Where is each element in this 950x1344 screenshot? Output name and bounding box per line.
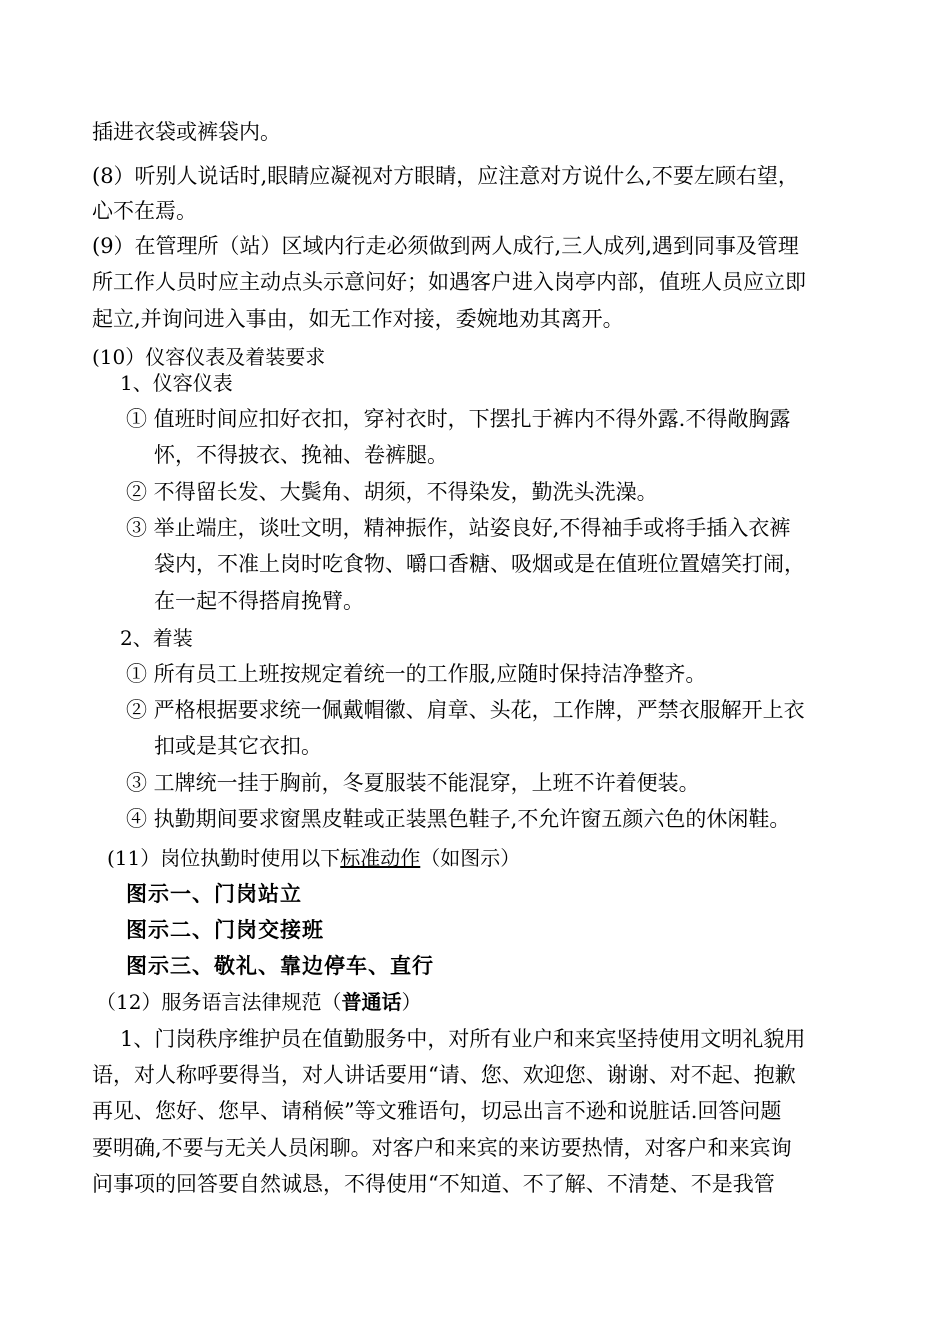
section-heading-12: [96, 988, 876, 1016]
list-item: ③ 举止端庄，谈吐文明，精神振作，站姿良好,不得袖手或将手插入衣裤: [126, 516, 791, 540]
list-item-continuation: 扣或是其它衣扣。: [154, 734, 322, 758]
section-heading-11: [107, 844, 887, 872]
figure-caption: 图示二、门岗交接班: [126, 917, 324, 942]
text-line: 心不在焉。: [92, 199, 197, 223]
text-line: (9）在管理所（站）区域内行走必须做到两人成行,三人成列,遇到同事及管理: [92, 234, 799, 258]
subsection-heading: 1、仪容仪表: [120, 371, 233, 395]
paragraph-line: 1、门岗秩序维护员在值勤服务中，对所有业户和来宾坚持使用文明礼貌用: [120, 1027, 806, 1051]
subsection-heading: 2、着装: [120, 626, 193, 650]
text-line: (8）听别人说话时,眼睛应凝视对方眼睛，应注意对方说什么,不要左顾右望，: [92, 164, 799, 188]
list-item: ② 严格根据要求统一佩戴帽徽、肩章、头花，工作牌，严禁衣服解开上衣: [126, 698, 805, 722]
underlined-term: 标准动作: [340, 846, 421, 870]
text-line: 插进衣袋或裤袋内。: [92, 120, 281, 144]
heading-prefix: (11）岗位执勤时使用以下: [107, 846, 341, 870]
heading-suffix: （如图示）: [420, 846, 521, 870]
text-line: 所工作人员时应主动点头示意问好；如遇客户进入岗亭内部，值班人员应立即: [92, 270, 806, 294]
heading-suffix: ）: [401, 990, 422, 1014]
section-heading: (10）仪容仪表及着装要求: [92, 345, 326, 369]
figure-caption: 图示三、敬礼、靠边停车、直行: [126, 953, 434, 978]
list-item: ② 不得留长发、大鬓角、胡须，不得染发，勤洗头洗澡。: [126, 480, 658, 504]
list-item: ① 所有员工上班按规定着统一的工作服,应随时保持洁净整齐。: [126, 662, 707, 686]
heading-prefix: （12）服务语言法律规范（: [96, 990, 342, 1014]
figure-caption: 图示一、门岗站立: [126, 881, 302, 906]
list-item: ① 值班时间应扣好衣扣，穿衬衣时，下摆扎于裤内不得外露.不得敞胸露: [126, 407, 791, 431]
paragraph-line: 问事项的回答要自然诚恳，不得使用“不知道、不了解、不清楚、不是我管: [92, 1172, 775, 1196]
paragraph-line: 语，对人称呼要得当，对人讲话要用“请、您、欢迎您、谢谢、对不起、抱歉: [92, 1063, 796, 1087]
list-item-continuation: 在一起不得搭肩挽臂。: [154, 589, 364, 613]
list-item-continuation: 袋内，不准上岗时吃食物、嚼口香糖、吸烟或是在值班位置嬉笑打闹，: [154, 552, 805, 576]
paragraph-line: 要明确,不要与无关人员闲聊。对客户和来宾的来访要热情，对客户和来宾询: [92, 1136, 792, 1160]
list-item-continuation: 怀，不得披衣、挽袖、卷裤腿。: [154, 443, 448, 467]
list-item: ④ 执勤期间要求窗黑皮鞋或正装黑色鞋子,不允许窗五颜六色的休闲鞋。: [126, 807, 791, 831]
list-item: ③ 工牌统一挂于胸前，冬夏服装不能混穿，上班不许着便装。: [126, 771, 700, 795]
bold-term: 普通话: [341, 990, 402, 1014]
text-line: 起立,并询问进入事由，如无工作对接，委婉地劝其离开。: [92, 307, 624, 331]
paragraph-line: 再见、您好、您早、请稍候”等文雅语句，切忌出言不逊和说脏话.回答问题: [92, 1099, 782, 1123]
